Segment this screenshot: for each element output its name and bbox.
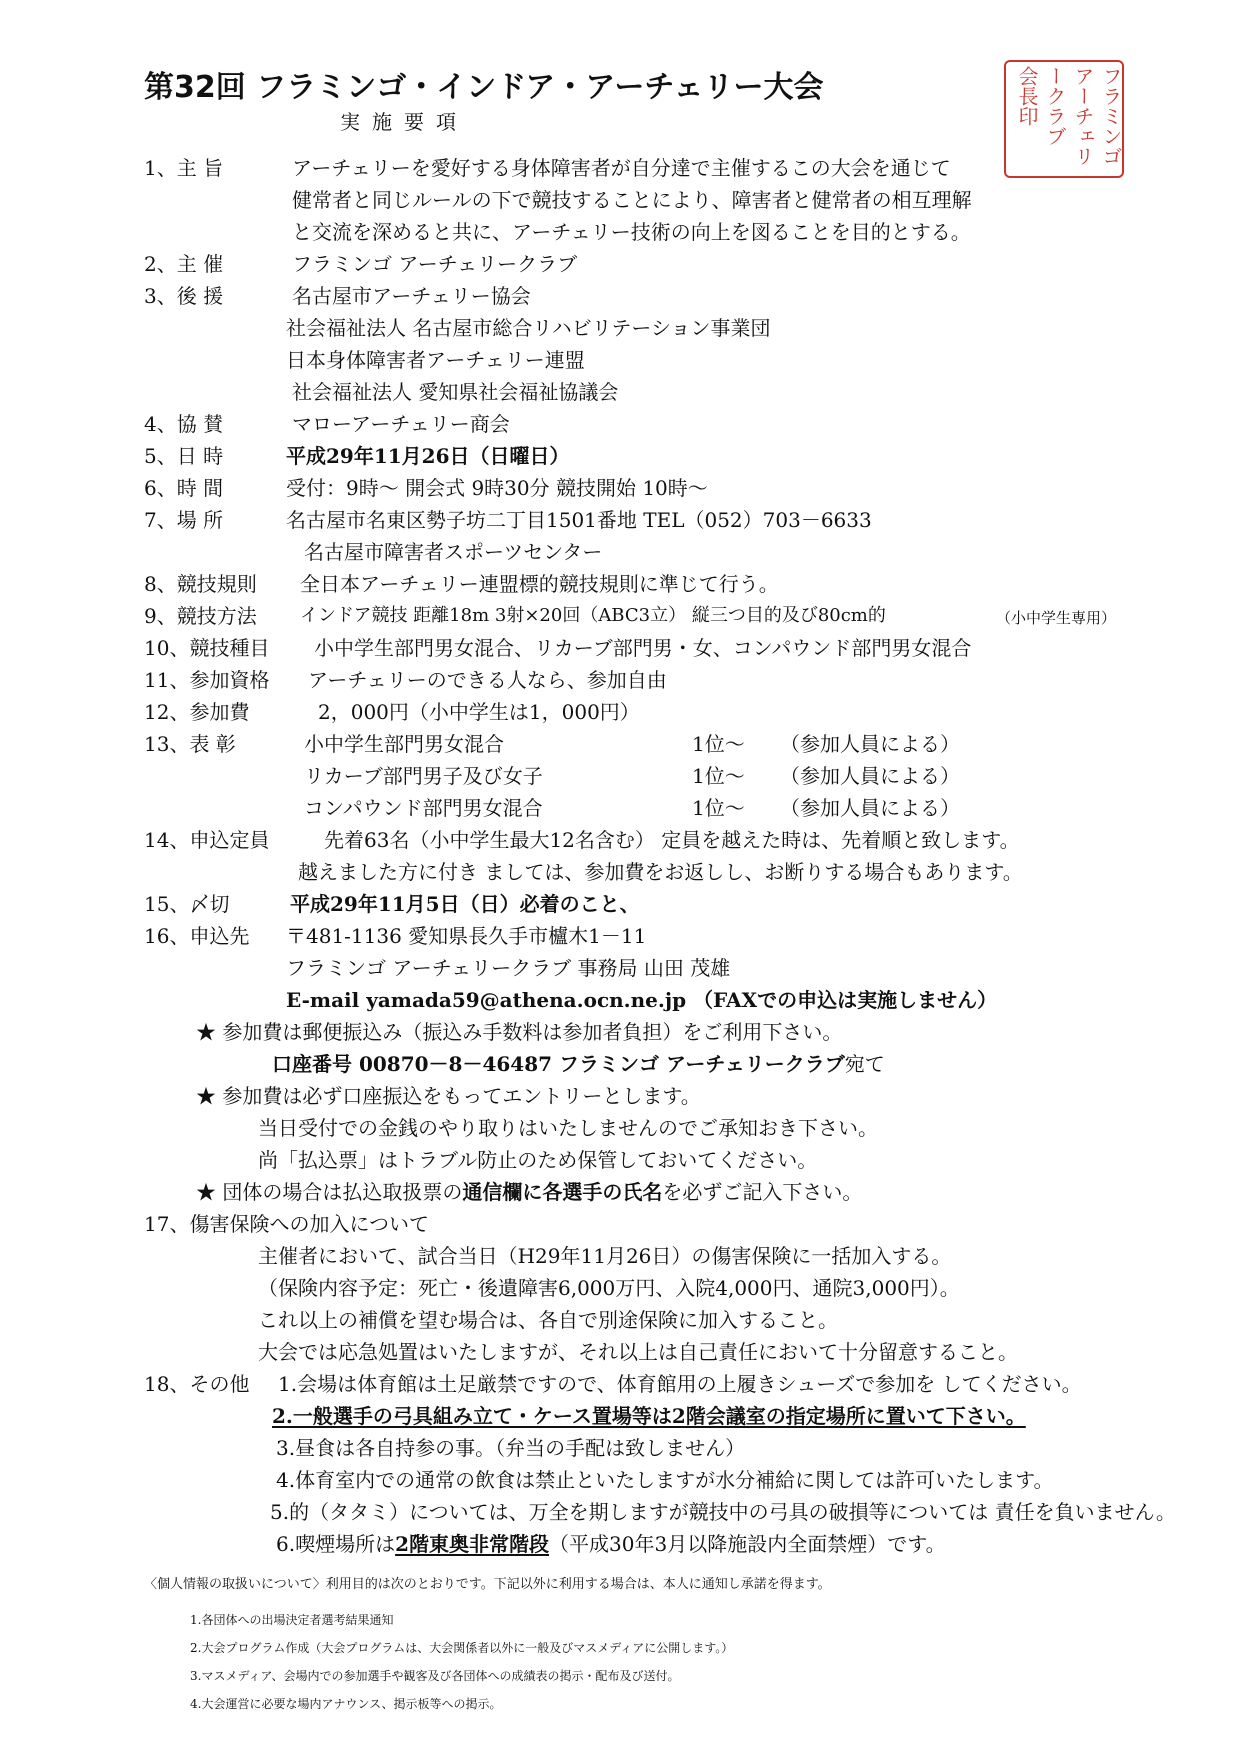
- privacy-intro: 〈個人情報の取扱いについて〉利用目的は次のとおりです。下記以外に利用する場合は、本人に通知し承諾を得ます。: [144, 1577, 831, 1592]
- page-subtitle: 実施要項: [340, 110, 468, 134]
- smoking-area: 2階東奥非常階段: [395, 1532, 550, 1556]
- note-3: [196, 1180, 862, 1204]
- award-rank: 1位～: [692, 732, 745, 756]
- item-17-line-2: （保険内容予定：死亡・後遺障害6,000万円、入院4,000円、通院3,000円）。: [258, 1276, 960, 1300]
- item-10-label: 10、競技種目: [144, 636, 270, 660]
- seal-text-3: ークラブ: [1043, 66, 1067, 146]
- item-18-line-1: 1.会場は体育館は土足厳禁ですので、体育館用の上履きシューズで参加を してください。: [278, 1372, 1082, 1396]
- item-17-line-1: 主催者において、試合当日（H29年11月26日）の傷害保険に一括加入する。: [258, 1244, 952, 1268]
- award-rank: 1位～: [692, 796, 745, 820]
- item-11-value: アーチェリーのできる人なら、参加自由: [308, 668, 667, 692]
- contact-email: E-mail yamada59@athena.ocn.ne.jp （FAXでの申込は実施しません）: [286, 988, 998, 1012]
- note-1: ★ 参加費は郵便振込み（振込み手数料は参加者負担）をご利用下さい。: [196, 1020, 843, 1044]
- award-rank: 1位～: [692, 764, 745, 788]
- item-6-value: 受付：9時～ 開会式 9時30分 競技開始 10時～: [286, 476, 708, 500]
- seal-text-4: 会長印: [1015, 66, 1039, 126]
- item-4-value: マローアーチェリー商会: [292, 412, 510, 436]
- note-3-bold: 通信欄に各選手の氏名: [462, 1180, 663, 1204]
- item-7-label: 7、場 所: [144, 508, 224, 532]
- note-3-c: を必ずご記入下さい。: [662, 1180, 863, 1204]
- item-17-label: 17、傷害保険への加入について: [144, 1212, 430, 1236]
- item-18-line-5: 5.的（タタミ）については、万全を期しますが競技中の弓具の破損等については 責任を負いません。: [270, 1500, 1176, 1524]
- item-14-label: 14、申込定員: [144, 828, 270, 852]
- item-13-label: 13、表 彰: [144, 732, 236, 756]
- item-1-line-2: 健常者と同じルールの下で競技することにより、障害者と健常者の相互理解: [292, 188, 972, 212]
- bank-account-line: [272, 1052, 885, 1076]
- award-name: コンパウンド部門男女混合: [304, 796, 543, 820]
- page-title: 第32回 フラミンゴ・インドア・アーチェリー大会: [144, 70, 824, 105]
- item-3-label: 3、後 援: [144, 284, 224, 308]
- privacy-item-3: 3.マスメディア、会場内での参加選手や観客及び各団体への成績表の掲示・配布及び送付。: [190, 1669, 680, 1683]
- note-2-line-3: 尚「払込票」はトラブル防止のため保管しておいてください。: [258, 1148, 818, 1172]
- item-16-contact: フラミンゴ アーチェリークラブ 事務局 山田 茂雄: [286, 956, 731, 980]
- item-1-label: 1、主 旨: [144, 156, 224, 180]
- seal-text-1: フラミンゴ: [1099, 66, 1123, 166]
- seal-text-2: アーチェリ: [1071, 66, 1095, 166]
- item-14-value-2: 越えました方に付き ましては、参加費をお返しし、お断りする場合もあります。: [298, 860, 1023, 884]
- item-17-line-4: 大会では応急処置はいたしますが、それ以上は自己責任において十分留意すること。: [258, 1340, 1018, 1364]
- privacy-item-4: 4.大会運営に必要な場内アナウンス、掲示板等への掲示。: [190, 1697, 502, 1711]
- item-9-label: 9、競技方法: [144, 604, 257, 628]
- note-2-line-2: 当日受付での金銭のやり取りはいたしませんのでご承知おき下さい。: [258, 1116, 878, 1140]
- item-12-value: 2，000円（小中学生は1，000円）: [318, 700, 640, 724]
- item-14-value-1: 先着63名（小中学生最大12名含む） 定員を越えた時は、先着順と致します。: [324, 828, 1020, 852]
- item-18-line-3: 3.昼食は各自持参の事。（弁当の手配は致しません）: [276, 1436, 746, 1460]
- item-8-label: 8、競技規則: [144, 572, 257, 596]
- item-9-note: （小中学生専用）: [996, 609, 1117, 627]
- venue-name: 名古屋市障害者スポーツセンター: [304, 540, 603, 564]
- item-18-line-2: 2.一般選手の弓具組み立て・ケース置場等は2階会議室の指定場所に置いて下さい。: [272, 1404, 1026, 1428]
- item-16-label: 16、申込先: [144, 924, 250, 948]
- item-17-line-3: これ以上の補償を望む場合は、各自で別途保険に加入すること。: [258, 1308, 838, 1332]
- note-3-a: ★ 団体の場合は払込取扱票の: [196, 1180, 463, 1204]
- item-18-line-6: [276, 1532, 946, 1556]
- privacy-item-1: 1.各団体への出場決定者選考結果通知: [190, 1613, 394, 1627]
- deadline: 平成29年11月5日（日）必着のこと、: [290, 892, 640, 916]
- item-16-address: 〒481-1136 愛知県長久手市櫨木1－11: [286, 924, 647, 948]
- item-1-line-1: アーチェリーを愛好する身体障害者が自分達で主催するこの大会を通じて: [292, 156, 951, 180]
- award-note: （参加人員による）: [780, 732, 960, 756]
- item-2-value: フラミンゴ アーチェリークラブ: [292, 252, 578, 276]
- item-3-value-1: 名古屋市アーチェリー協会: [292, 284, 531, 308]
- award-name: リカーブ部門男子及び女子: [304, 764, 543, 788]
- award-note: （参加人員による）: [780, 764, 960, 788]
- item-15-label: 15、〆切: [144, 892, 230, 916]
- item-9-value: インドア競技 距離18m 3射×20回（ABC3立） 縦三つ目的及び80cm的: [300, 605, 886, 626]
- item-18-line-4: 4.体育室内での通常の飲食は禁止といたしますが水分補給に関しては許可いたします。: [276, 1468, 1054, 1492]
- item-8-value: 全日本アーチェリー連盟標的競技規則に準じて行う。: [300, 572, 779, 596]
- item-18-label: 18、その他: [144, 1372, 250, 1396]
- note-2: ★ 参加費は必ず口座振込をもってエントリーとします。: [196, 1084, 701, 1108]
- item-2-label: 2、主 催: [144, 252, 224, 276]
- item-6-label: 6、時 間: [144, 476, 224, 500]
- item-11-label: 11、参加資格: [144, 668, 270, 692]
- award-note: （参加人員による）: [780, 796, 960, 820]
- award-name: 小中学生部門男女混合: [304, 732, 504, 756]
- item-18-line-6-a: 6.喫煙場所は: [276, 1532, 396, 1556]
- event-date: 平成29年11月26日（日曜日）: [286, 444, 570, 468]
- venue-address: 名古屋市名東区勢子坊二丁目1501番地 TEL（052）703－6633: [286, 508, 872, 532]
- item-18-line-6-c: （平成30年3月以降施設内全面禁煙）です。: [549, 1532, 946, 1556]
- item-3-value-2: 社会福祉法人 名古屋市総合リハビリテーション事業団: [286, 316, 771, 340]
- item-5-label: 5、日 時: [144, 444, 224, 468]
- item-1-line-3: と交流を深めると共に、アーチェリー技術の向上を図ることを目的とする。: [292, 220, 971, 244]
- item-10-value: 小中学生部門男女混合、リカーブ部門男・女、コンパウンド部門男女混合: [314, 636, 972, 660]
- item-3-value-4: 社会福祉法人 愛知県社会福祉協議会: [292, 380, 619, 404]
- item-12-label: 12、参加費: [144, 700, 250, 724]
- item-3-value-3: 日本身体障害者アーチェリー連盟: [286, 348, 585, 372]
- club-seal-stamp: [1004, 60, 1124, 178]
- bank-account-tail: 宛て: [844, 1052, 885, 1076]
- privacy-item-2: 2.大会プログラム作成（大会プログラムは、大会関係者以外に一般及びマスメディアに公開します。）: [190, 1641, 734, 1655]
- item-4-label: 4、協 賛: [144, 412, 224, 436]
- bank-account: 口座番号 00870－8－46487 フラミンゴ アーチェリークラブ: [272, 1052, 845, 1076]
